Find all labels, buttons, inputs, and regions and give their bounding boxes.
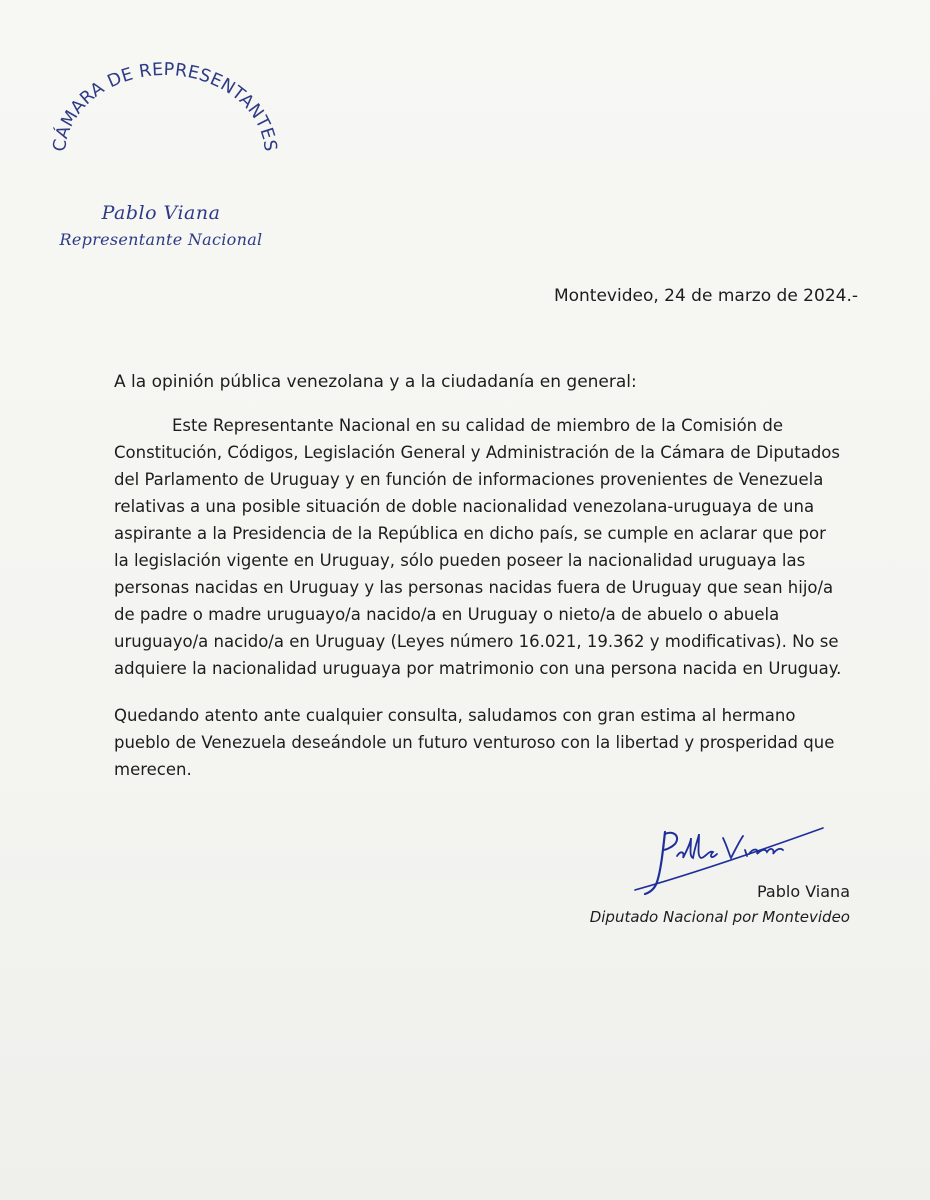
representative-title: Representante Nacional bbox=[59, 230, 263, 249]
body-paragraph-2: Quedando atento ante cualquier consulta, saludamos con gran estima al hermano pueblo de Venezuela deseándole un futuro venturoso con la libertad y prosperidad que merecen. bbox=[114, 706, 835, 779]
body-paragraph-1: Este Representante Nacional en su calidad de miembro de la Comisión de Constitución, Códigos, Legislación General y Administración de la Cámara de Diputados del Parlamento de Uruguay y en función de informaciones provenientes de Venezuela relativas a una posible situación de doble nacionalidad venezolana-uruguaya de una aspirante a la Presidencia de la República en dicho país, se cumple en aclarar que por la legislación vigente en Uruguay, sólo pueden poseer la nacionalidad uruguaya las personas nacidas en Uruguay y las personas nacidas fuera de Uruguay que sean hijo/a de padre o madre uruguayo/a nacido/a en Uruguay o nieto/a de abuelo o abuela uruguayo/a nacido/a en Uruguay (Leyes número 16.021, 19.362 y modificativas). No se adquiere la nacionalidad uruguaya por matrimonio con una persona nacida en Uruguay. bbox=[114, 416, 842, 678]
seal-text: CÁMARA DE REPRESENTANTES bbox=[49, 59, 281, 153]
signer-name: Pablo Viana bbox=[757, 882, 850, 901]
salutation: A la opinión pública venezolana y a la ciudadanía en general: bbox=[114, 372, 637, 392]
representative-name: Pablo Viana bbox=[101, 202, 221, 224]
signer-title: Diputado Nacional por Montevideo bbox=[589, 908, 850, 926]
chamber-seal bbox=[40, 55, 290, 205]
letter-body bbox=[114, 412, 844, 783]
place-date: Montevideo, 24 de marzo de 2024.- bbox=[553, 286, 858, 306]
